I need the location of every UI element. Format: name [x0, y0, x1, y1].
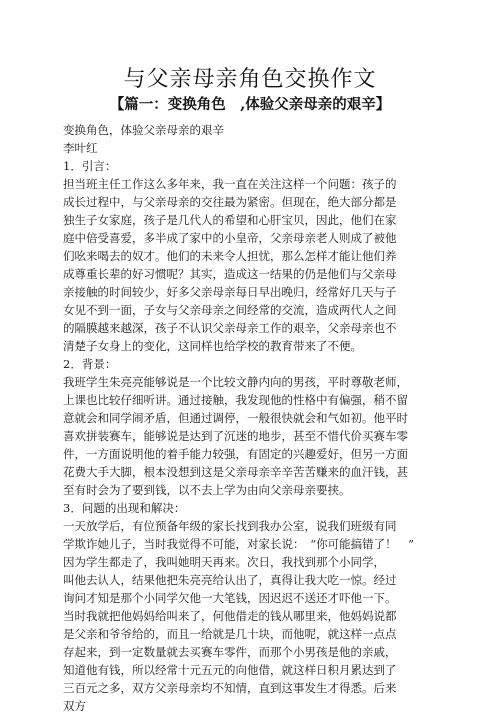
- paragraph-line: 是父亲和爷爷给的，而且一给就是几十块，而他呢，就这样一点点: [63, 627, 397, 641]
- section3-block: [63, 499, 437, 715]
- intro-title: 变换角色，体验父亲母亲的艰辛: [63, 123, 224, 137]
- paragraph-line: 成长过程中，与父亲母亲的交往最为紧密。但现在，绝大部分都是: [63, 195, 397, 209]
- paragraph-line: 独生子女家庭，孩子是几代人的希望和心肝宝贝，因此，他们在家: [63, 213, 397, 227]
- paragraph-line: 女见不到一面，子女与父亲母亲之间经常的交流，造成两代人之间: [63, 303, 397, 317]
- author-name: 李叶红: [63, 141, 98, 155]
- paragraph-line: 我班学生朱亮亮能够说是一个比较文静内向的男孩，平时尊敬老师，: [63, 375, 408, 389]
- document-subtitle: 【篇一：变换角色 ,体验父亲母亲的艰辛】: [109, 96, 391, 113]
- paragraph-line: 的隔膜越来越深，孩子不认识父亲母亲工作的艰辛，父亲母亲也不: [63, 321, 397, 335]
- paragraph-line: 成尊重长辈的好习惯呢？其实，造成这一结果的仍是他们与父亲母: [63, 267, 397, 281]
- paragraph-line: 庭中倍受喜爱，多半成了家中的小皇帝，父亲母亲老人则成了被他: [63, 231, 397, 245]
- paragraph-line: 知道他有钱，所以经常十元五元的向他借，就这样日积月累达到了: [63, 663, 397, 677]
- intro-block: [63, 121, 437, 175]
- paragraph-line: 至有时会为了要到钱，以不去上学为由向父亲母亲要挟。: [63, 483, 351, 497]
- paragraph-line: 询问才知是那个小同学欠他一大笔钱，因迟迟不送还才吓他一下。: [63, 591, 397, 605]
- paragraph-line: 们吆来喝去的奴才。他们的未来令人担忧，那么怎样才能让他们养: [63, 249, 397, 263]
- section2-heading: 2．背景：: [63, 357, 117, 371]
- paragraph-line: 亲接触的时间较少，好多父亲母亲每日早出晚归，经常好几天与子: [63, 285, 397, 299]
- paragraph-line: 学欺诈她儿子，当时我觉得不可能，对家长说： “你可能搞错了！ ”: [63, 537, 415, 551]
- paragraph-line: 因为学生都走了，我叫她明天再来。次日，我找到那个小同学，: [63, 555, 385, 569]
- paragraph-line: 当时我就把他妈妈给叫来了，何他借走的钱从哪里来，他妈妈说都: [63, 609, 397, 623]
- paragraph-line: 意就会和同学闹矛盾，但通过调停，一般很快就会和气如初。他平时: [63, 411, 408, 425]
- paragraph-line: 喜欢拼装赛车，能够说是达到了沉迷的地步，甚至不惜代价买赛车零: [63, 429, 408, 443]
- section1-paragraph: [63, 175, 437, 355]
- paragraph-line: 叫他去认人，结果他把朱亮亮给认出了，真得让我大吃一惊。经过: [63, 573, 397, 587]
- paragraph-line: 一天放学后，有位预备年级的家长找到我办公室，说我们班级有同: [63, 519, 397, 533]
- paragraph-line: 上课也比较仔细听讲。通过接触，我发现他的性格中有偏强，稍不留: [63, 393, 408, 407]
- paragraph-line: 件，一方面说明他的着手能力较强，有固定的兴趣爱好，但另一方面: [63, 447, 408, 461]
- paragraph-line: 担当班主任工作这么多年来，我一直在关注这样一个问题：孩子的: [63, 177, 397, 191]
- paragraph-line: 双方: [63, 699, 86, 713]
- paragraph-line: 存起来，到一定数量就去买赛车零件，而那个小男孩是他的亲戚，: [63, 645, 397, 659]
- section1-heading: 1．引言：: [63, 159, 117, 173]
- section3-heading: 3．问题的出现和解决：: [63, 501, 186, 515]
- document-title: 与父亲母亲角色交换作文: [123, 67, 377, 92]
- paragraph-line: 三百元之多，双方父亲母亲均不知情，直到这事发生才得悉。后来: [63, 681, 397, 695]
- paragraph-line: 花费大手大脚，根本没想到这是父亲母亲辛辛苦苦赚来的血汗钱，甚: [63, 465, 408, 479]
- section2-block: [63, 355, 437, 499]
- paragraph-line: 清楚子女身上的变化，这同样也给学校的教育带来了不便。: [63, 339, 362, 353]
